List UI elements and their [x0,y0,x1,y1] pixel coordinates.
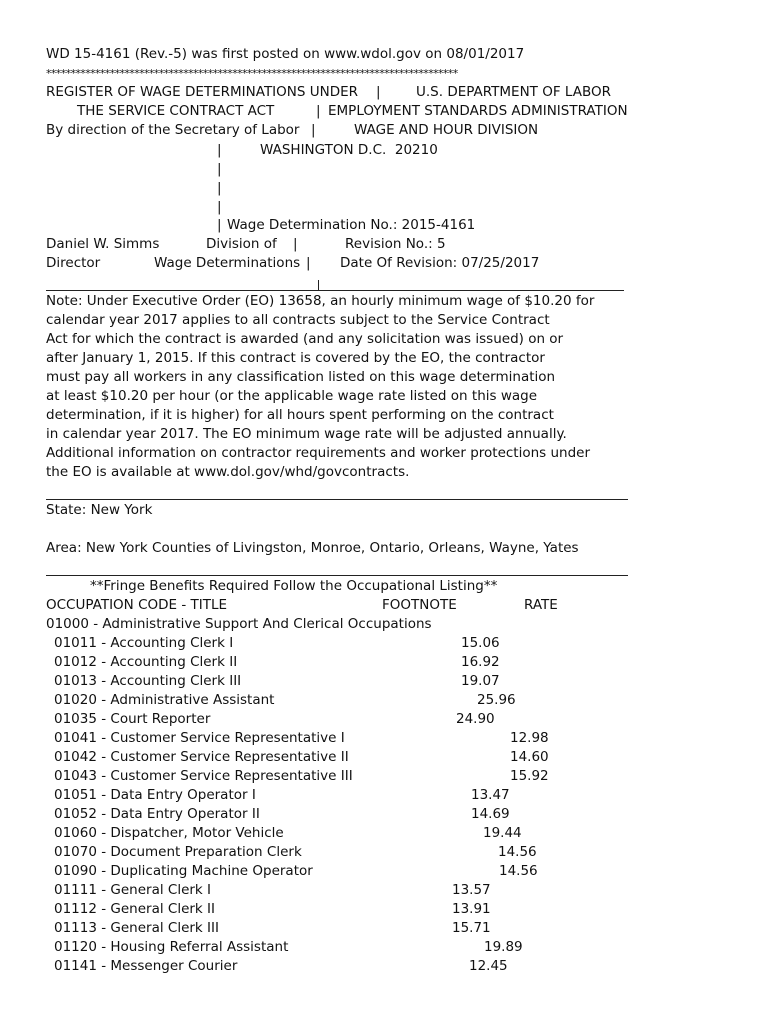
row-rate: 19.07 [461,673,500,689]
row-rate: 14.69 [471,806,510,822]
row-title: 01090 - Duplicating Machine Operator [54,863,313,879]
header-footnote: FOOTNOTE [382,597,457,613]
column-divider: | [217,180,222,196]
column-divider: | [306,255,311,271]
agency-address: WASHINGTON D.C. 20210 [260,142,438,158]
occupation-group: 01000 - Administrative Support And Clerical Occupations [46,616,432,632]
row-rate: 12.98 [510,730,549,746]
note-line: after January 1, 2015. If this contract is covered by the EO, the contractor [46,350,545,366]
register-title-2: THE SERVICE CONTRACT ACT [77,103,275,119]
direction-line: By direction of the Secretary of Labor [46,122,300,138]
row-title: 01051 - Data Entry Operator I [54,787,256,803]
state-line: State: New York [46,502,153,518]
row-rate: 19.44 [483,825,522,841]
row-title: 01020 - Administrative Assistant [54,692,275,708]
row-rate: 25.96 [477,692,516,708]
column-divider: | [217,142,222,158]
column-divider: | [316,103,321,119]
register-title-1: REGISTER OF WAGE DETERMINATIONS UNDER [46,84,359,100]
column-divider: | [217,199,222,215]
note-line: Additional information on contractor requirements and worker protections under [46,445,591,461]
division-label-1: Division of [206,236,277,252]
row-rate: 13.91 [452,901,491,917]
header-rate: RATE [524,597,558,613]
rule-junction [318,280,319,290]
area-line: Area: New York Counties of Livingston, Monroe, Ontario, Orleans, Wayne, Yates [46,540,579,556]
horizontal-rule [46,499,628,500]
revision-number: Revision No.: 5 [345,236,446,252]
row-title: 01013 - Accounting Clerk III [54,673,242,689]
row-rate: 24.90 [456,711,495,727]
column-divider: | [376,84,381,100]
row-rate: 14.56 [498,844,537,860]
row-rate: 15.06 [461,635,500,651]
row-rate: 15.92 [510,768,549,784]
signer-name: Daniel W. Simms [46,236,160,252]
row-title: 01035 - Court Reporter [54,711,211,727]
row-title: 01112 - General Clerk II [54,901,215,917]
row-title: 01060 - Dispatcher, Motor Vehicle [54,825,284,841]
note-line: determination, if it is higher) for all hours spent performing on the contract [46,407,554,423]
revision-date: Date Of Revision: 07/25/2017 [340,255,540,271]
note-line: Note: Under Executive Order (EO) 13658, an hourly minimum wage of $10.20 for [46,293,595,309]
wage-determination-number: Wage Determination No.: 2015-4161 [227,217,476,233]
column-divider: | [293,236,298,252]
fringe-benefits-note: **Fringe Benefits Required Follow the Occupational Listing** [90,578,498,594]
header-code-title: OCCUPATION CODE - TITLE [46,597,228,613]
row-rate: 12.45 [469,958,508,974]
horizontal-rule [46,575,628,576]
row-title: 01042 - Customer Service Representative II [54,749,349,765]
division-name: WAGE AND HOUR DIVISION [354,122,539,138]
division-label-2: Wage Determinations [154,255,301,271]
row-title: 01113 - General Clerk III [54,920,219,936]
row-title: 01070 - Document Preparation Clerk [54,844,302,860]
note-line: the EO is available at www.dol.gov/whd/govcontracts. [46,464,410,480]
note-line: must pay all workers in any classification listed on this wage determination [46,369,556,385]
row-title: 01120 - Housing Referral Assistant [54,939,289,955]
row-rate: 14.56 [499,863,538,879]
row-rate: 13.57 [452,882,491,898]
note-line: at least $10.20 per hour (or the applicable wage rate listed on this wage [46,388,538,404]
row-title: 01041 - Customer Service Representative I [54,730,345,746]
row-title: 01052 - Data Entry Operator II [54,806,260,822]
agency-name: U.S. DEPARTMENT OF LABOR [416,84,611,100]
note-line: Act for which the contract is awarded (and any solicitation was issued) on or [46,331,564,347]
row-rate: 13.47 [471,787,510,803]
row-title: 01111 - General Clerk I [54,882,212,898]
row-title: 01141 - Messenger Courier [54,958,238,974]
row-title: 01043 - Customer Service Representative III [54,768,353,784]
signer-title: Director [46,255,101,271]
row-rate: 16.92 [461,654,500,670]
column-divider: | [217,217,222,233]
horizontal-rule [46,290,624,291]
note-line: calendar year 2017 applies to all contracts subject to the Service Contract [46,312,550,328]
administration-name: EMPLOYMENT STANDARDS ADMINISTRATION [328,103,628,119]
row-rate: 19.89 [484,939,523,955]
column-divider: | [311,122,316,138]
posted-line: WD 15-4161 (Rev.-5) was first posted on www.wdol.gov on 08/01/2017 [46,46,525,62]
row-rate: 14.60 [510,749,549,765]
star-separator: ************************************************************************************ [46,67,458,80]
note-line: in calendar year 2017. The EO minimum wage rate will be adjusted annually. [46,426,567,442]
row-title: 01012 - Accounting Clerk II [54,654,238,670]
row-rate: 15.71 [452,920,491,936]
row-title: 01011 - Accounting Clerk I [54,635,234,651]
column-divider: | [217,161,222,177]
